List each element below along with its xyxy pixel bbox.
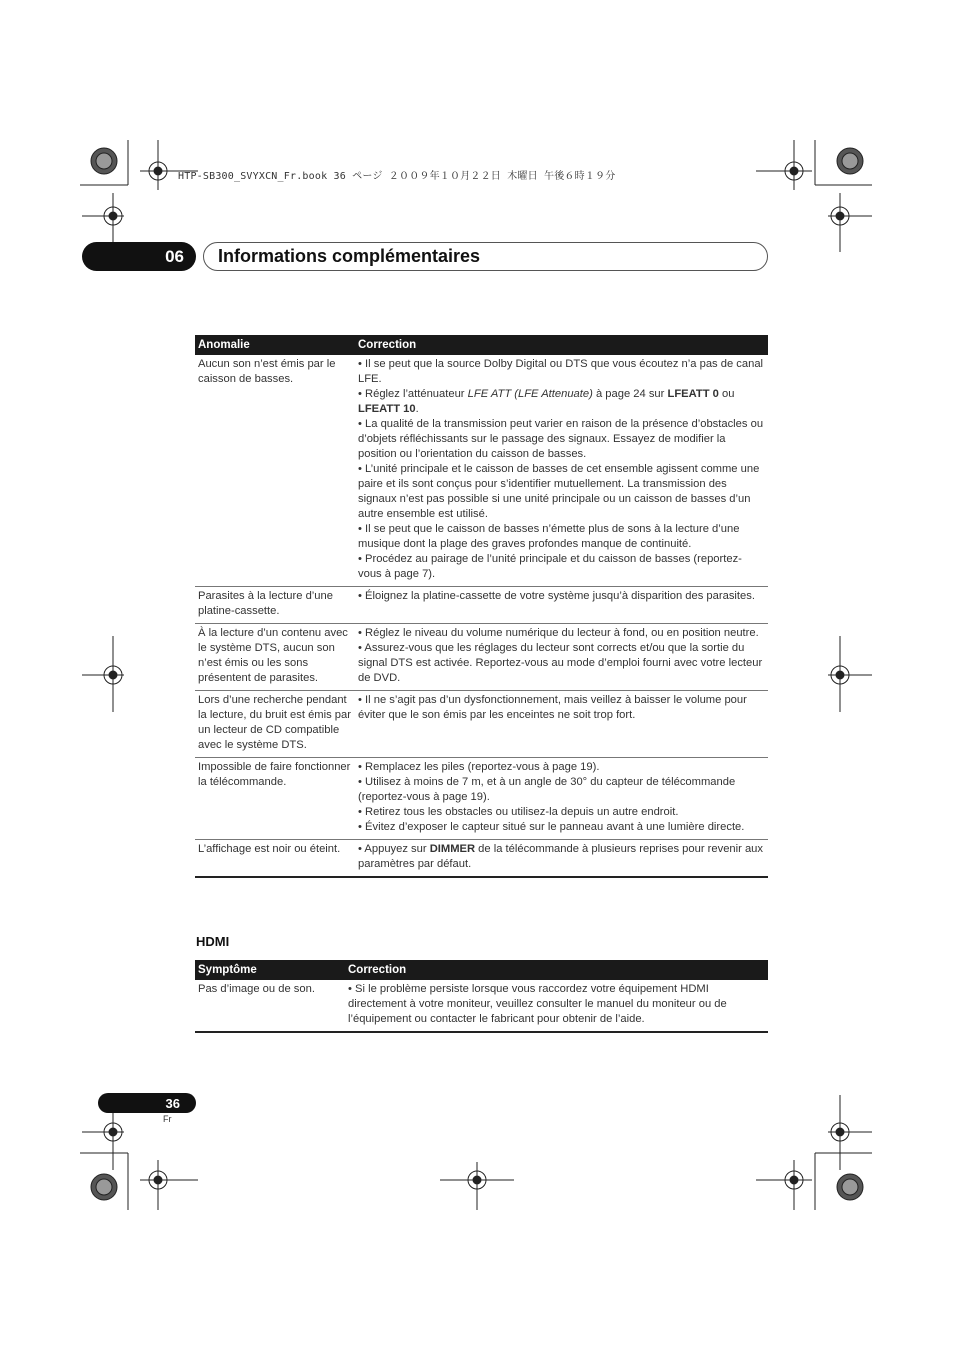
correction-item: • Retirez tous les obstacles ou utilisez-la depuis un autre endroit. (358, 806, 679, 818)
correction-item: • L’unité principale et le caisson de basses de cet ensemble agissent comme une paire et ils sont conçus pour s’identifier mutuellement. La transmission des signaux n’est pas possible si une unité principale ou un caisson de basses d’un autre ensemble est utilisé. (358, 463, 760, 520)
correction-cell (355, 840, 768, 878)
correction-item: • Si le problème persiste lorsque vous raccordez votre équipement HDMI directement à votre moniteur, veuillez consulter le manuel du moniteur ou de l’équipement ou contacter le fabricant pour obtenir de l’aide. (348, 983, 727, 1025)
correction-cell (355, 355, 768, 587)
correction-text-end: . (415, 403, 419, 415)
problem-cell: Impossible de faire fonctionner la télécommande. (195, 758, 355, 840)
problem-cell: Parasites à la lecture d’une platine-cassette. (195, 587, 355, 624)
table-row (195, 691, 768, 758)
chapter-number: 06 (82, 242, 196, 271)
correction-text-b2: LFEATT 10 (358, 403, 416, 415)
hdmi-table (195, 960, 768, 1033)
correction-text-end: de la télécommande à plusieurs reprises pour revenir aux paramètres par défaut. (358, 843, 763, 870)
page-number: 36 (98, 1093, 196, 1113)
correction-item: • La qualité de la transmission peut varier en raison de la présence d’obstacles ou d’objets réfléchissants sur le passage des signaux. Essayez de modifier la position ou l’orientation du caisson de basses. (358, 418, 764, 460)
correction-cell (345, 980, 768, 1032)
troubleshooting-table (195, 335, 768, 878)
chapter-title: Informations complémentaires (203, 242, 768, 271)
correction-cell (355, 758, 768, 840)
problem-cell: À la lecture d’un contenu avec le système DTS, aucun son n’est émis ou les sons présentent de parasites. (195, 624, 355, 691)
correction-item: • Il se peut que le caisson de basses n’émette plus de sons à la lecture d’une musique dont la plage des graves profondes manque de continuité. (358, 523, 740, 550)
table-row (195, 840, 768, 878)
correction-item: • Assurez-vous que les réglages du lecteur sont corrects et/ou que la sortie du signal DTS est activée. Reportez-vous au mode d’emploi fourni avec votre lecteur de DVD. (358, 642, 763, 684)
correction-item: • Réglez le niveau du volume numérique du lecteur à fond, ou en position neutre. (358, 627, 759, 639)
correction-text-italic: LFE ATT (LFE Attenuate) (467, 388, 593, 400)
table-header-row (195, 960, 768, 980)
correction-text-pre: • Réglez l’atténuateur (358, 388, 468, 400)
section-heading-hdmi: HDMI (196, 934, 230, 949)
column-header-correction: Correction (355, 335, 768, 355)
table-row (195, 587, 768, 624)
correction-item: • Évitez d’exposer le capteur situé sur le panneau avant à une lumière directe. (358, 821, 745, 833)
problem-cell: Lors d’une recherche pendant la lecture, du bruit est émis par un lecteur de CD compatible avec le système DTS. (195, 691, 355, 758)
column-header-symptom: Symptôme (195, 960, 345, 980)
page-language: Fr (163, 1114, 172, 1124)
correction-text-or: ou (718, 388, 735, 400)
column-header-correction: Correction (345, 960, 768, 980)
correction-item: • Remplacez les piles (reportez-vous à page 19). (358, 761, 600, 773)
correction-cell (355, 691, 768, 758)
correction-text-pre: • Appuyez sur (358, 843, 430, 855)
correction-item: • Il se peut que la source Dolby Digital ou DTS que vous écoutez n’a pas de canal LFE. (358, 358, 764, 385)
correction-item: • Éloignez la platine-cassette de votre système jusqu’à disparition des parasites. (358, 590, 755, 602)
table-header-row (195, 335, 768, 355)
correction-text-mid: à page 24 sur (592, 388, 668, 400)
problem-cell: Pas d’image ou de son. (195, 980, 345, 1032)
table-row (195, 980, 768, 1032)
correction-item (358, 387, 765, 417)
correction-item (358, 842, 765, 872)
print-info: HTP-SB300_SVYXCN_Fr.book 36 ページ ２００９年１０月２２日 木曜日 午後６時１９分 (178, 171, 616, 182)
table-row (195, 624, 768, 691)
column-header-problem: Anomalie (195, 335, 355, 355)
correction-cell (355, 587, 768, 624)
table-row (195, 758, 768, 840)
correction-item: • Il ne s’agit pas d’un dysfonctionnement, mais veillez à baisser le volume pour éviter que le son émis par les enceintes ne soit trop fort. (358, 694, 747, 721)
correction-text-b1: DIMMER (429, 843, 476, 855)
correction-cell (355, 624, 768, 691)
problem-cell: L’affichage est noir ou éteint. (195, 840, 355, 878)
correction-text-b1: LFEATT 0 (667, 388, 719, 400)
problem-cell: Aucun son n’est émis par le caisson de basses. (195, 355, 355, 587)
correction-item: • Procédez au pairage de l’unité principale et du caisson de basses (reportez-vous à page 7). (358, 553, 742, 580)
correction-item: • Utilisez à moins de 7 m, et à un angle de 30° du capteur de télécommande (reportez-vous à page 19). (358, 776, 736, 803)
table-row (195, 355, 768, 587)
